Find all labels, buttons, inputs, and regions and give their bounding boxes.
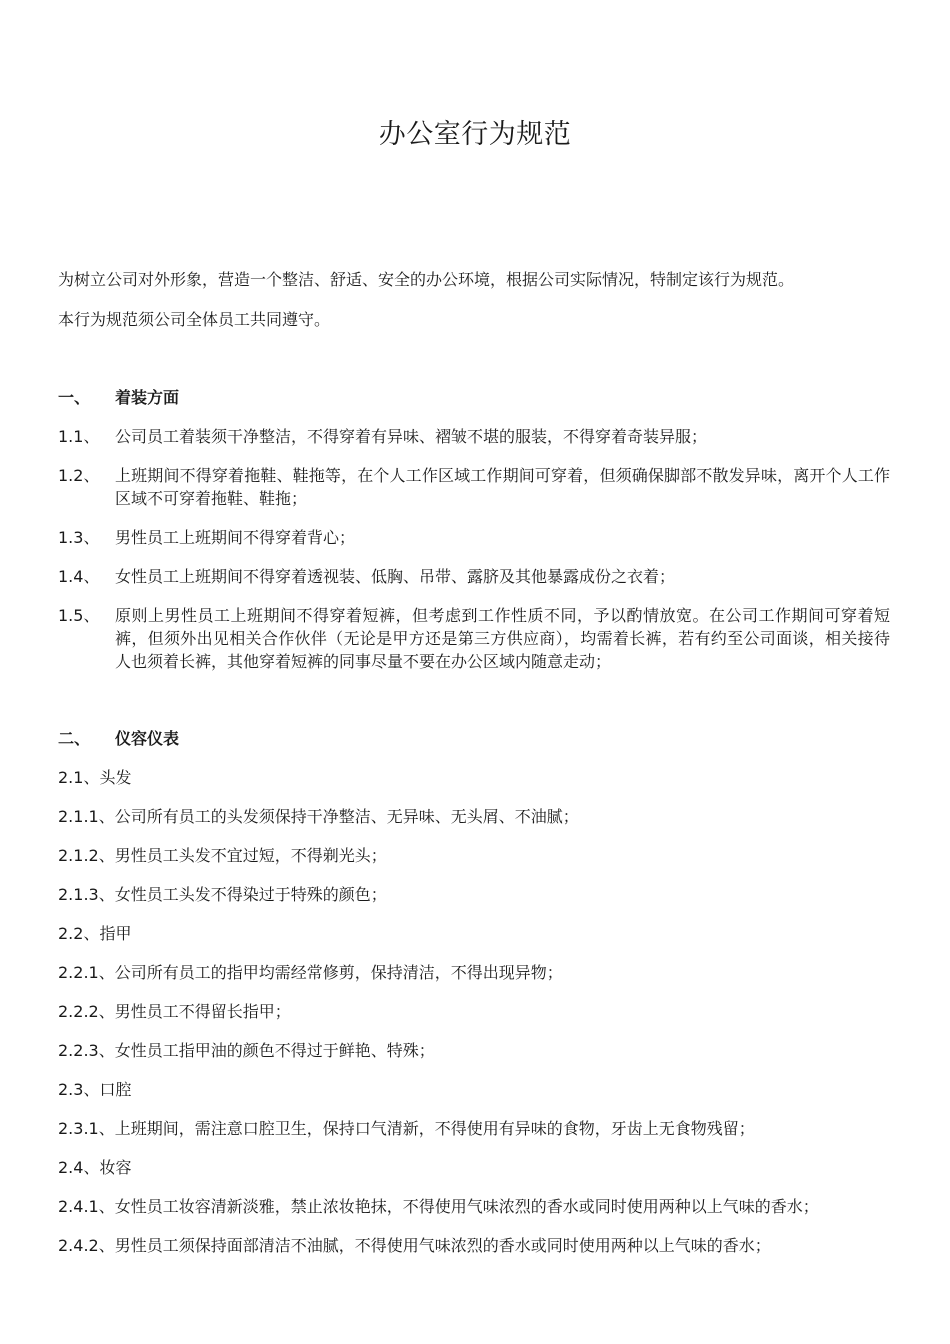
list-item — [58, 425, 890, 448]
subsection-heading: 2.2、指甲 — [58, 924, 132, 943]
item-text: 女性员工上班期间不得穿着透视装、低胸、吊带、露脐及其他暴露成份之衣着； — [115, 567, 676, 586]
list-item: 2.4.2、男性员工须保持面部清洁不油腻，不得使用气味浓烈的香水或同时使用两种以上气味的香水； — [58, 1236, 771, 1255]
list-item: 2.1.1、公司所有员工的头发须保持干净整洁、无异味、无头屑、不油腻； — [58, 807, 579, 826]
section-heading-dress — [58, 386, 179, 409]
list-item: 2.1.3、女性员工头发不得染过于特殊的颜色； — [58, 885, 387, 904]
subsection-heading: 2.4、妆容 — [58, 1158, 132, 1177]
subsection-heading: 2.1、头发 — [58, 768, 132, 787]
item-text: 原则上男性员工上班期间不得穿着短裤，但考虑到工作性质不同，予以酌情放宽。在公司工作期间可穿着短裤，但须外出见相关合作伙伴（无论是甲方还是第三方供应商），均需着长裤，若有约至公司面谈，相关接待人也须着长裤，其他穿着短裤的同事尽量不要在办公区域内随意走动； — [115, 606, 890, 671]
list-item: 2.2.3、女性员工指甲油的颜色不得过于鲜艳、特殊； — [58, 1041, 435, 1060]
list-item — [58, 526, 890, 549]
list-item — [58, 565, 890, 588]
list-item: 2.4.1、女性员工妆容清新淡雅，禁止浓妆艳抹，不得使用气味浓烈的香水或同时使用两种以上气味的香水； — [58, 1197, 819, 1216]
item-number: 1.1、 — [58, 427, 100, 446]
item-text: 公司员工着装须干净整洁，不得穿着有异味、褶皱不堪的服装，不得穿着奇装异服； — [115, 427, 708, 446]
item-number: 1.2、 — [58, 466, 100, 485]
intro-paragraph: 本行为规范须公司全体员工共同遵守。 — [58, 310, 331, 329]
section-title: 仪容仪表 — [115, 729, 180, 748]
section-number: 二、 — [58, 729, 91, 748]
list-item: 2.2.2、男性员工不得留长指甲； — [58, 1002, 291, 1021]
document-title: 办公室行为规范 — [378, 119, 572, 150]
item-text: 男性员工上班期间不得穿着背心； — [115, 528, 356, 547]
section-title: 着装方面 — [115, 388, 180, 407]
item-number: 1.5、 — [58, 606, 100, 625]
list-item — [58, 604, 890, 673]
list-item — [58, 464, 890, 510]
item-text: 上班期间不得穿着拖鞋、鞋拖等，在个人工作区域工作期间可穿着，但须确保脚部不散发异味，离开个人工作区域不可穿着拖鞋、鞋拖； — [115, 466, 890, 508]
item-number: 1.4、 — [58, 567, 100, 586]
list-item: 2.2.1、公司所有员工的指甲均需经常修剪，保持清洁，不得出现异物； — [58, 963, 563, 982]
list-item: 2.1.2、男性员工头发不宜过短，不得剃光头； — [58, 846, 387, 865]
subsection-heading: 2.3、口腔 — [58, 1080, 132, 1099]
section-heading-appearance — [58, 727, 179, 750]
section-number: 一、 — [58, 388, 91, 407]
intro-paragraph: 为树立公司对外形象，营造一个整洁、舒适、安全的办公环境，根据公司实际情况，特制定该行为规范。 — [58, 270, 795, 289]
item-number: 1.3、 — [58, 528, 100, 547]
list-item: 2.3.1、上班期间，需注意口腔卫生，保持口气清新，不得使用有异味的食物，牙齿上无食物残留； — [58, 1119, 755, 1138]
